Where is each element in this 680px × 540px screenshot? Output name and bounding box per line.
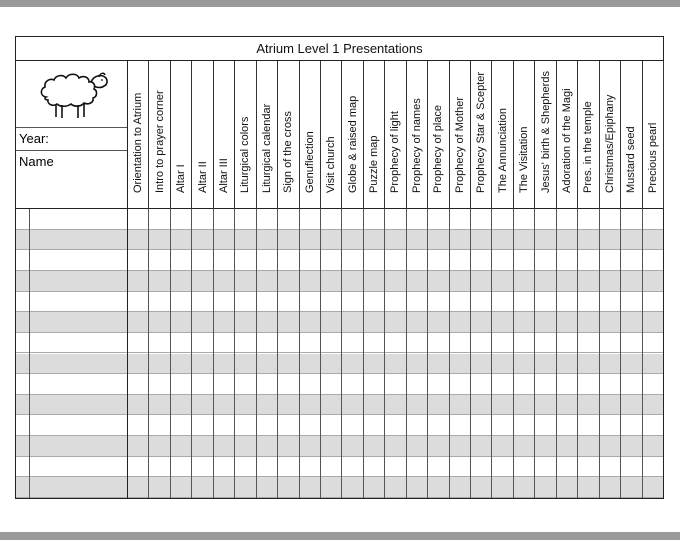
grid-divider: [470, 209, 471, 498]
grid-divider: [577, 209, 578, 498]
grid-divider: [256, 209, 257, 498]
presentation-column-header: [643, 61, 664, 209]
grid-divider: [213, 209, 214, 498]
year-field[interactable]: Year:: [16, 127, 127, 151]
presentation-column-header: [471, 61, 492, 209]
name-field-label: Name: [19, 154, 54, 169]
presentation-column-header: [535, 61, 556, 209]
presentation-label: Jesus' birth & Shepherds: [539, 71, 552, 193]
presentation-column-header: [214, 61, 235, 209]
presentation-label: The Visitation: [518, 126, 531, 193]
grid-divider: [234, 209, 235, 498]
presentation-column-header: [128, 61, 149, 209]
presentation-column-header: [621, 61, 642, 209]
table-row[interactable]: [16, 271, 663, 292]
presentation-column-header: [171, 61, 192, 209]
grid-divider: [449, 209, 450, 498]
presentation-label: Prophecy Star & Scepter: [475, 71, 488, 193]
presentation-column-header: [278, 61, 299, 209]
grid-divider: [384, 209, 385, 498]
grid-divider: [29, 209, 30, 498]
presentation-label: Altar II: [196, 161, 209, 193]
grid-divider: [513, 209, 514, 498]
presentation-column-header: [428, 61, 449, 209]
table-row[interactable]: [16, 457, 663, 478]
grid-divider: [556, 209, 557, 498]
presentation-column-header: [257, 61, 278, 209]
presentation-label: Puzzle map: [368, 135, 381, 193]
table-row[interactable]: [16, 436, 663, 457]
presentation-column-header: [385, 61, 406, 209]
table-row[interactable]: [16, 230, 663, 251]
table-row[interactable]: [16, 209, 663, 230]
presentation-column-header: [407, 61, 428, 209]
grid-divider: [642, 209, 643, 498]
top-border-bar: [0, 0, 680, 7]
presentation-label: Prophecy of Mother: [453, 97, 466, 193]
presentation-label: Globe & raised map: [346, 95, 359, 193]
presentation-column-header: [450, 61, 471, 209]
grid-divider: [170, 209, 171, 498]
presentation-label: Precious pearl: [646, 122, 659, 193]
student-info-block: [16, 61, 128, 209]
presentation-column-header: [492, 61, 513, 209]
presentation-column-header: [364, 61, 385, 209]
table-row[interactable]: [16, 333, 663, 354]
grid-divider: [363, 209, 364, 498]
table-row[interactable]: [16, 354, 663, 375]
presentation-column-header: [192, 61, 213, 209]
table-row[interactable]: [16, 395, 663, 416]
grid-divider: [599, 209, 600, 498]
presentation-label: Pres. in the temple: [582, 101, 595, 193]
sheet-header: [16, 61, 663, 209]
presentation-column-header: [235, 61, 256, 209]
sheet-title: Atrium Level 1 Presentations: [16, 37, 663, 61]
grid-divider: [534, 209, 535, 498]
grid-divider: [427, 209, 428, 498]
presentation-label: Adoration of the Magi: [561, 88, 574, 193]
record-grid: [16, 209, 663, 498]
table-row[interactable]: [16, 312, 663, 333]
presentation-column-header: [514, 61, 535, 209]
presentation-sheet: [15, 36, 664, 499]
presentation-column-header: [557, 61, 578, 209]
grid-divider: [491, 209, 492, 498]
presentation-columns: [128, 61, 664, 209]
table-row[interactable]: [16, 477, 663, 498]
presentation-label: The Annunciation: [496, 107, 509, 193]
presentation-label: Prophecy of names: [410, 98, 423, 193]
grid-divider: [320, 209, 321, 498]
presentation-label: Altar I: [175, 164, 188, 193]
table-row[interactable]: [16, 415, 663, 436]
presentation-label: Visit church: [325, 136, 338, 193]
presentation-label: Sign of the cross: [282, 111, 295, 193]
presentation-label: Prophecy of place: [432, 104, 445, 193]
presentation-label: Orientation to Atrium: [132, 92, 145, 193]
presentation-label: Genuflection: [303, 131, 316, 193]
grid-divider: [277, 209, 278, 498]
table-row[interactable]: [16, 292, 663, 313]
table-row[interactable]: [16, 250, 663, 271]
presentation-column-header: [149, 61, 170, 209]
presentation-label: Mustard seed: [625, 126, 638, 193]
table-row[interactable]: [16, 374, 663, 395]
presentation-column-header: [342, 61, 363, 209]
bottom-border-bar: [0, 532, 680, 540]
presentation-label: Intro to prayer corner: [153, 90, 166, 193]
presentation-label: Liturgical colors: [239, 116, 252, 193]
grid-divider: [341, 209, 342, 498]
grid-divider: [406, 209, 407, 498]
presentation-column-header: [600, 61, 621, 209]
presentation-label: Christmas/Epiphany: [603, 94, 616, 193]
presentation-column-header: [300, 61, 321, 209]
grid-divider: [299, 209, 300, 498]
grid-divider: [127, 209, 128, 498]
presentation-column-header: [578, 61, 599, 209]
presentation-label: Liturgical calendar: [260, 103, 273, 193]
grid-divider: [191, 209, 192, 498]
presentation-label: Prophecy of light: [389, 111, 402, 193]
presentation-column-header: [321, 61, 342, 209]
grid-divider: [620, 209, 621, 498]
sheep-icon: [36, 67, 108, 125]
presentation-label: Altar III: [217, 158, 230, 193]
grid-divider: [148, 209, 149, 498]
